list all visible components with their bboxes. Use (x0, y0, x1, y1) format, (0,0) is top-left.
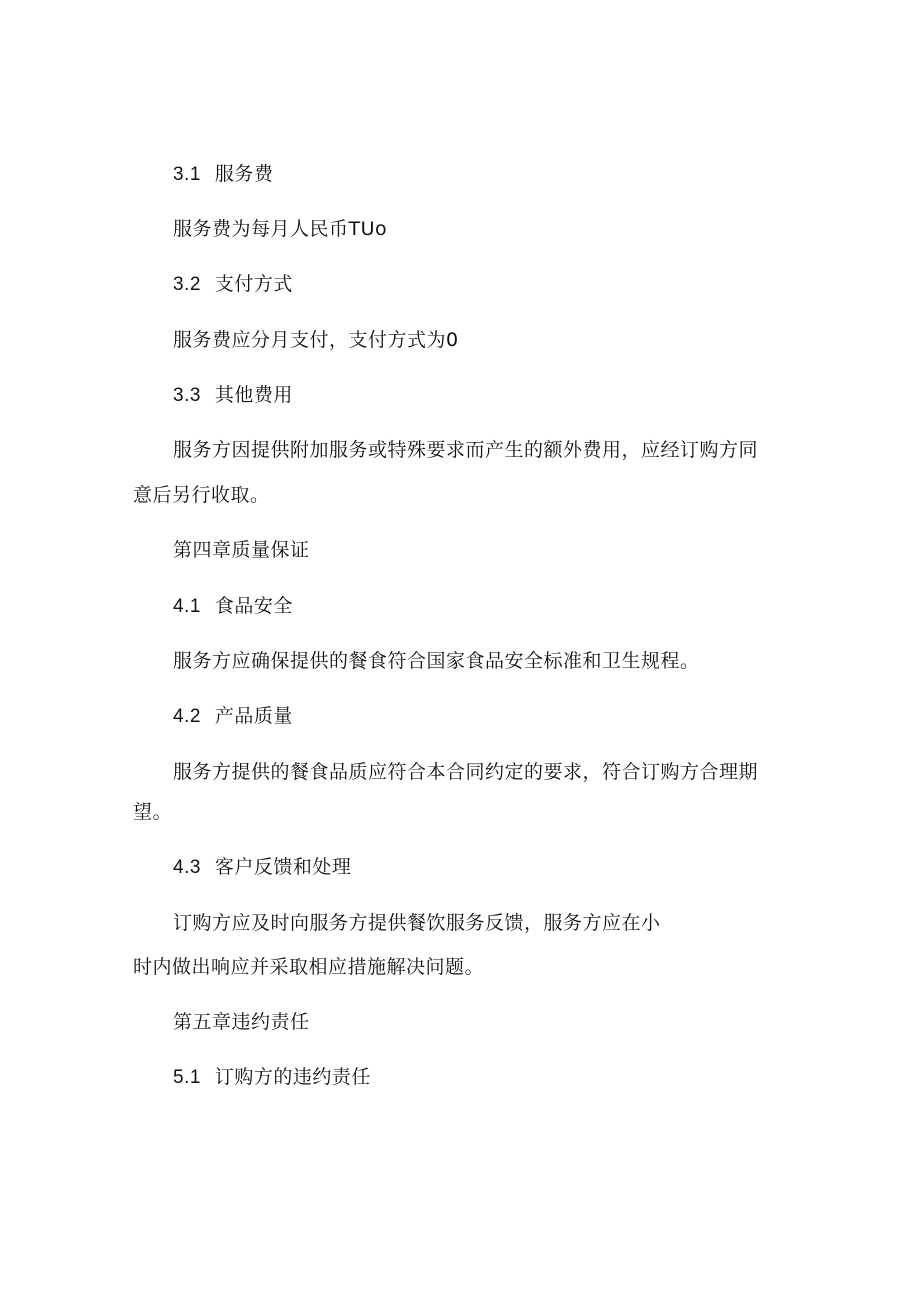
section-number: 4.3 (173, 857, 201, 878)
section-number: 3.1 (173, 164, 201, 185)
section-title: 客户反馈和处理 (214, 856, 352, 878)
section-title: 订购方的违约责任 (214, 1066, 371, 1088)
section-title: 食品安全 (214, 595, 293, 617)
section-heading-4-2 (173, 704, 293, 729)
section-number: 5.1 (173, 1067, 201, 1088)
section-number: 3.2 (173, 274, 201, 295)
chapter-heading: 第四章质量保证 (173, 539, 310, 561)
section-heading-4-1 (173, 594, 293, 619)
section-title: 产品质量 (214, 705, 293, 727)
paragraph-line: 订购方应及时向服务方提供餐饮服务反馈，服务方应在小 (173, 912, 661, 934)
paragraph-line: 服务方应确保提供的餐食符合国家食品安全标准和卫生规程。 (173, 650, 700, 672)
paragraph-line: 望。 (133, 801, 173, 823)
paragraph-line: 服务费应分月支付，支付方式为0 (173, 329, 459, 351)
section-heading-3-3 (173, 383, 293, 408)
paragraph-line: 服务方因提供附加服务或特殊要求而产生的额外费用，应经订购方同 (173, 439, 759, 461)
paragraph-line: 意后另行收取。 (133, 484, 270, 506)
section-heading-4-3 (173, 855, 351, 880)
section-number: 4.2 (173, 706, 201, 727)
chapter-heading: 第五章违约责任 (173, 1011, 310, 1033)
section-heading-3-2 (173, 272, 293, 297)
section-heading-5-1 (173, 1065, 371, 1090)
section-title: 服务费 (214, 163, 274, 185)
section-heading-3-1 (173, 162, 273, 187)
section-title: 其他费用 (214, 384, 293, 406)
section-number: 4.1 (173, 596, 201, 617)
paragraph-line: 服务方提供的餐食品质应符合本合同约定的要求，符合订购方合理期 (173, 761, 759, 783)
paragraph-line: 时内做出响应并采取相应措施解决问题。 (133, 956, 485, 978)
paragraph-line: 服务费为每月人民币TUo (173, 218, 388, 240)
section-number: 3.3 (173, 385, 201, 406)
section-title: 支付方式 (214, 273, 293, 295)
